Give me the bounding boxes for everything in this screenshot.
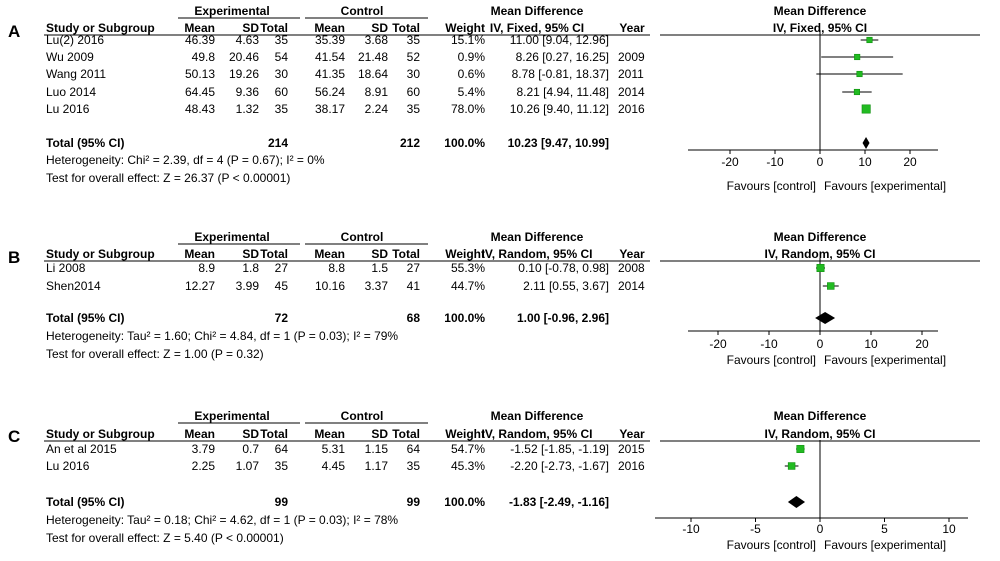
ctl-total-header: Total — [392, 247, 420, 261]
exp-mean: 8.9 — [198, 261, 215, 275]
effect-marker — [817, 264, 824, 271]
study-row — [46, 459, 798, 473]
study-row — [46, 67, 903, 81]
ctl-sd: 2.24 — [364, 102, 388, 116]
total-exp-n: 214 — [267, 136, 288, 150]
study-year: 2015 — [618, 442, 645, 456]
exp-total-header: Total — [260, 247, 288, 261]
effect-marker — [857, 71, 863, 77]
plot-title: Mean Difference — [773, 4, 867, 18]
exp-total: 35 — [274, 33, 288, 47]
ctl-mean: 38.17 — [314, 102, 345, 116]
exp-sd: 1.32 — [235, 102, 259, 116]
x-tick-label: 10 — [858, 155, 872, 169]
x-tick-label: -10 — [760, 337, 778, 351]
study-weight: 5.4% — [457, 85, 485, 99]
study-row — [46, 50, 893, 64]
control-group-header: Control — [340, 4, 384, 18]
plot-subtitle: IV, Random, 95% CI — [764, 247, 876, 261]
study-name: Lu 2016 — [46, 102, 90, 116]
exp-total: 35 — [274, 102, 288, 116]
x-axis — [655, 518, 968, 536]
total-weight: 100.0% — [444, 495, 485, 509]
ctl-sd: 8.91 — [364, 85, 388, 99]
study-year: 2009 — [618, 50, 645, 64]
experimental-group-header: Experimental — [194, 4, 270, 18]
exp-mean-header: Mean — [184, 247, 215, 261]
x-tick-label: 10 — [942, 522, 956, 536]
weight-header: Weight — [445, 427, 485, 441]
x-tick-label: -20 — [709, 337, 727, 351]
ctl-mean-header: Mean — [314, 427, 345, 441]
ctl-mean: 41.35 — [314, 67, 345, 81]
study-ci: -2.20 [-2.73, -1.67] — [510, 459, 609, 473]
study-weight: 0.6% — [457, 67, 485, 81]
study-name: Li 2008 — [46, 261, 86, 275]
total-ci: 1.00 [-0.96, 2.96] — [516, 311, 609, 325]
exp-mean: 48.43 — [184, 102, 215, 116]
total-ci: -1.83 [-2.49, -1.16] — [508, 495, 609, 509]
ctl-sd: 3.68 — [364, 33, 388, 47]
total-row — [46, 136, 870, 150]
study-ci: 8.21 [4.94, 11.48] — [516, 85, 609, 99]
exp-mean: 50.13 — [184, 67, 215, 81]
exp-total: 64 — [274, 442, 288, 456]
x-tick-label: 20 — [903, 155, 917, 169]
pooled-effect-diamond — [815, 312, 835, 324]
x-tick-label: -20 — [721, 155, 739, 169]
ci-header: IV, Fixed, 95% CI — [489, 21, 585, 35]
exp-total: 60 — [274, 85, 288, 99]
total-exp-n: 99 — [274, 495, 288, 509]
study-name: Lu(2) 2016 — [46, 33, 105, 47]
ctl-mean-header: Mean — [314, 21, 345, 35]
ci-header: IV, Random, 95% CI — [481, 427, 593, 441]
study-weight: 15.1% — [450, 33, 485, 47]
ctl-sd-header: SD — [371, 21, 388, 35]
exp-sd: 9.36 — [235, 85, 259, 99]
ctl-mean: 56.24 — [314, 85, 345, 99]
study-weight: 78.0% — [450, 102, 485, 116]
ctl-sd-header: SD — [371, 247, 388, 261]
ctl-total: 27 — [406, 261, 420, 275]
study-weight: 45.3% — [450, 459, 485, 473]
exp-total: 45 — [274, 279, 288, 293]
pooled-effect-diamond — [788, 496, 805, 508]
ctl-mean: 5.31 — [321, 442, 345, 456]
effect-marker — [854, 89, 860, 95]
x-tick-label: 0 — [816, 337, 824, 351]
total-ctl-n: 99 — [406, 495, 420, 509]
ctl-mean: 8.8 — [328, 261, 345, 275]
ci-header: IV, Random, 95% CI — [481, 247, 593, 261]
study-ci: 2.11 [0.55, 3.67] — [523, 279, 609, 293]
study-year: 2014 — [618, 279, 645, 293]
plot-subtitle: IV, Fixed, 95% CI — [772, 21, 868, 35]
total-label: Total (95% CI) — [46, 495, 125, 509]
overall-effect-test: Test for overall effect: Z = 26.37 (P < 0.00001) — [46, 171, 291, 185]
study-weight: 44.7% — [450, 279, 485, 293]
x-tick-label: 0 — [816, 155, 824, 169]
panel-label: A — [8, 22, 21, 41]
study-row — [46, 279, 839, 293]
study-name: Wu 2009 — [46, 50, 94, 64]
study-column-header: Study or Subgroup — [46, 21, 155, 35]
study-year: 2016 — [618, 102, 645, 116]
ctl-mean: 41.54 — [314, 50, 345, 64]
ctl-sd: 1.17 — [364, 459, 388, 473]
overall-effect-test: Test for overall effect: Z = 5.40 (P < 0.00001) — [46, 531, 284, 545]
exp-mean: 64.45 — [184, 85, 215, 99]
study-ci: 8.78 [-0.81, 18.37] — [511, 67, 609, 81]
study-ci: 11.00 [9.04, 12.96] — [509, 33, 609, 47]
effect-marker — [827, 283, 834, 290]
ctl-total: 35 — [406, 459, 420, 473]
overall-effect-test: Test for overall effect: Z = 1.00 (P = 0.32) — [46, 347, 264, 361]
experimental-group-header: Experimental — [194, 230, 270, 244]
exp-total-header: Total — [260, 21, 288, 35]
ctl-mean-header: Mean — [314, 247, 345, 261]
x-axis — [688, 331, 938, 351]
total-ci: 10.23 [9.47, 10.99] — [507, 136, 609, 150]
total-weight: 100.0% — [444, 311, 485, 325]
plot-title: Mean Difference — [773, 409, 867, 423]
study-year: 2008 — [618, 261, 645, 275]
study-name: Wang 2011 — [46, 67, 107, 81]
x-tick-label: 20 — [915, 337, 929, 351]
ctl-sd-header: SD — [371, 427, 388, 441]
total-label: Total (95% CI) — [46, 311, 125, 325]
favours-experimental-label: Favours [experimental] — [824, 353, 947, 367]
study-year: 2014 — [618, 85, 645, 99]
x-tick-label: -10 — [682, 522, 700, 536]
exp-sd-header: SD — [242, 247, 259, 261]
x-tick-label: -10 — [766, 155, 784, 169]
study-name: An et al 2015 — [46, 442, 117, 456]
heterogeneity-stats: Heterogeneity: Tau² = 0.18; Chi² = 4.62, df = 1 (P = 0.03); I² = 78% — [46, 513, 399, 527]
ctl-total: 30 — [406, 67, 420, 81]
study-name: Lu 2016 — [46, 459, 90, 473]
experimental-group-header: Experimental — [194, 409, 270, 423]
exp-total: 54 — [274, 50, 288, 64]
study-year: 2016 — [618, 459, 645, 473]
exp-sd: 20.46 — [228, 50, 259, 64]
panel-label: B — [8, 248, 21, 267]
study-weight: 54.7% — [450, 442, 485, 456]
weight-header: Weight — [445, 247, 485, 261]
study-column-header: Study or Subgroup — [46, 247, 155, 261]
exp-sd: 1.07 — [235, 459, 259, 473]
mean-difference-header: Mean Difference — [490, 230, 584, 244]
effect-marker — [867, 37, 873, 43]
ctl-total: 52 — [406, 50, 420, 64]
x-tick-label: -5 — [750, 522, 761, 536]
study-column-header: Study or Subgroup — [46, 427, 155, 441]
heterogeneity-stats: Heterogeneity: Tau² = 1.60; Chi² = 4.84, df = 1 (P = 0.03); I² = 79% — [46, 329, 399, 343]
favours-control-label: Favours [control] — [726, 538, 816, 552]
exp-mean: 2.25 — [191, 459, 215, 473]
year-header: Year — [619, 21, 645, 35]
study-weight: 55.3% — [450, 261, 485, 275]
exp-total: 30 — [274, 67, 288, 81]
exp-mean-header: Mean — [184, 427, 215, 441]
year-header: Year — [619, 427, 645, 441]
ctl-total: 64 — [406, 442, 420, 456]
exp-mean: 3.79 — [191, 442, 215, 456]
favours-experimental-label: Favours [experimental] — [824, 179, 947, 193]
ctl-sd: 3.37 — [364, 279, 388, 293]
exp-sd: 19.26 — [228, 67, 259, 81]
effect-marker — [797, 445, 804, 452]
study-row — [46, 102, 870, 116]
exp-mean-header: Mean — [184, 21, 215, 35]
effect-marker — [788, 463, 795, 470]
ctl-total: 41 — [406, 279, 420, 293]
total-exp-n: 72 — [274, 311, 288, 325]
study-ci: 10.26 [9.40, 11.12] — [509, 102, 609, 116]
ctl-sd: 1.15 — [364, 442, 388, 456]
exp-total-header: Total — [260, 427, 288, 441]
forest-panel-c — [8, 409, 980, 552]
study-row — [46, 85, 872, 99]
study-year: 2011 — [618, 67, 644, 81]
pooled-effect-diamond — [863, 137, 870, 149]
study-weight: 0.9% — [457, 50, 485, 64]
effect-marker — [862, 105, 870, 113]
x-tick-label: 0 — [816, 522, 824, 536]
ctl-mean: 10.16 — [314, 279, 345, 293]
exp-total: 27 — [274, 261, 288, 275]
exp-mean: 49.8 — [191, 50, 215, 64]
ctl-total: 35 — [406, 102, 420, 116]
exp-mean: 12.27 — [184, 279, 215, 293]
ctl-mean: 35.39 — [314, 33, 345, 47]
control-group-header: Control — [340, 230, 384, 244]
control-group-header: Control — [340, 409, 384, 423]
study-name: Luo 2014 — [46, 85, 97, 99]
favours-experimental-label: Favours [experimental] — [824, 538, 947, 552]
exp-sd-header: SD — [242, 21, 259, 35]
forest-panel-a — [8, 4, 980, 193]
forest-panel-b — [8, 230, 980, 367]
ctl-total-header: Total — [392, 427, 420, 441]
heterogeneity-stats: Heterogeneity: Chi² = 2.39, df = 4 (P = 0.67); I² = 0% — [46, 153, 325, 167]
total-ctl-n: 68 — [406, 311, 420, 325]
study-name: Shen2014 — [46, 279, 101, 293]
study-ci: 0.10 [-0.78, 0.98] — [518, 261, 609, 275]
ctl-sd: 1.5 — [371, 261, 388, 275]
weight-header: Weight — [445, 21, 485, 35]
total-label: Total (95% CI) — [46, 136, 125, 150]
study-ci: -1.52 [-1.85, -1.19] — [510, 442, 609, 456]
exp-sd: 0.7 — [242, 442, 259, 456]
study-row — [46, 442, 805, 456]
exp-sd: 3.99 — [235, 279, 259, 293]
exp-mean: 46.39 — [184, 33, 215, 47]
effect-marker — [854, 54, 860, 60]
favours-control-label: Favours [control] — [726, 179, 816, 193]
x-tick-label: 10 — [864, 337, 878, 351]
ctl-mean: 4.45 — [321, 459, 345, 473]
year-header: Year — [619, 247, 645, 261]
ctl-sd: 21.48 — [357, 50, 388, 64]
study-ci: 8.26 [0.27, 16.25] — [515, 50, 609, 64]
favours-control-label: Favours [control] — [726, 353, 816, 367]
x-axis — [688, 150, 938, 169]
exp-sd: 4.63 — [235, 33, 259, 47]
total-ctl-n: 212 — [399, 136, 420, 150]
plot-subtitle: IV, Random, 95% CI — [764, 427, 876, 441]
mean-difference-header: Mean Difference — [490, 4, 584, 18]
exp-total: 35 — [274, 459, 288, 473]
panel-label: C — [8, 427, 21, 446]
x-tick-label: 5 — [881, 522, 888, 536]
total-row — [46, 495, 805, 509]
ctl-total: 60 — [406, 85, 420, 99]
plot-title: Mean Difference — [773, 230, 867, 244]
exp-sd: 1.8 — [242, 261, 259, 275]
mean-difference-header: Mean Difference — [490, 409, 584, 423]
ctl-sd: 18.64 — [357, 67, 388, 81]
total-row — [46, 311, 835, 325]
ctl-total-header: Total — [392, 21, 420, 35]
exp-sd-header: SD — [242, 427, 259, 441]
total-weight: 100.0% — [444, 136, 485, 150]
study-row — [46, 261, 825, 275]
ctl-total: 35 — [406, 33, 420, 47]
